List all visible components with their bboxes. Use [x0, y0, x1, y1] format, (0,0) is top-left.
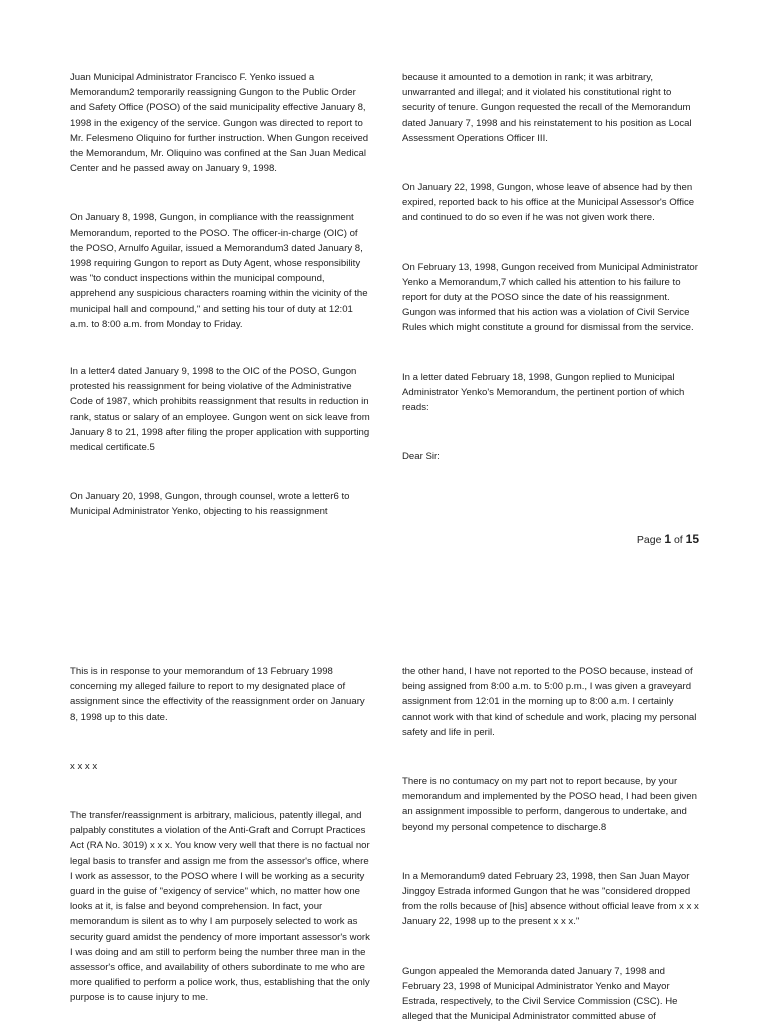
page-label: Page	[636, 534, 665, 546]
document-page-2	[0, 658, 768, 1024]
paragraph: On January 22, 1998, Gungon, whose leave of absence had by then expired, reported back to his office at the Municipal Assessor's Office and continued to do so even if he was not given work there.	[402, 182, 695, 224]
salutation: Dear Sir:	[402, 451, 440, 463]
paragraph: Juan Municipal Administrator Francisco F. Yenko issued a Memorandum2 temporarily reassigning Gungon to the Public Order and Safety Office (POSO) of the said municipality effective January 8, 1998 in the exigency of the service. Gungon was directed to report to Mr. Felesmeno Oliquino for further instruction. When Gungon received the Memorandum, Mr. Oliquino was confined at the San Juan Medical Center and he passed away on January 9, 1998.	[70, 72, 369, 175]
page-1-left-column	[70, 70, 370, 554]
paragraph: On January 20, 1998, Gungon, through counsel, wrote a letter6 to Municipal Administrator Yenko, objecting to his reassignment	[70, 491, 350, 518]
page-of: of	[671, 534, 686, 546]
page-gap	[0, 600, 768, 658]
paragraph: In a letter4 dated January 9, 1998 to the OIC of the POSO, Gungon protested his reassignment for being violative of the Administrative Code of 1987, which prohibits reassignment that results in reduction in rank, status or salary of an employee. Gungon went on sick leave from January 8 to 21, 1998 after filing the proper application with supporting medical certificate.5	[70, 366, 370, 454]
page-total: 15	[685, 532, 699, 546]
paragraph: because it amounted to a demotion in rank; it was arbitrary, unwarranted and illegal; and it violated his constitutional right to security of tenure. Gungon requested the recall of the Memorandum dated January 7, 1998 and his reinstatement to his position as Local Assessment Operations Officer III.	[402, 72, 692, 144]
page-number	[637, 532, 699, 546]
paragraph: the other hand, I have not reported to the POSO because, instead of being assigned from 8:00 a.m. to 5:00 p.m., I was given a graveyard assignment from 12:01 in the morning up to 8:00 a.m. I certainly cannot work with that kind of schedule and work, placing my personal safety and life in peril.	[402, 666, 697, 738]
paragraph: In a Memorandum9 dated February 23, 1998, then San Juan Mayor Jinggoy Estrada informed Gungon that he was "considered dropped from the rolls because of [his] absence without official leave from x x x January 22, 1998 up to the present x x x."	[402, 870, 699, 928]
paragraph: The transfer/reassignment is arbitrary, malicious, patently illegal, and palpably constitutes a violation of the Anti-Graft and Corrupt Practices Act (RA No. 3019) x x x. You know very well that there is no factual nor legal basis to transfer and assign me from the assessor's office, where I work as assessor, to the POSO where I will be working as a security guard in the guise of "exigency of service" which, no matter how one looks at it, is false and beyond comprehension. In fact, your memorandum is silent as to why I am purposely selected to work as security guard amidst the pendency of more important assessor's work I was doing and am still to perform being the number three man in the assessor's office, and availability of others subordinate to me who are more qualified to perform a police work, thus, establishing that the only purpose is to cause injury to me.	[70, 810, 370, 1004]
paragraph: This is in response to your memorandum of 13 February 1998 concerning my alleged failure to report to my designated place of assignment since the effectivity of the reassignment order on January 8, 1998 up to this date.	[70, 666, 365, 723]
page-2-left-column	[70, 664, 370, 1024]
paragraph: There is no contumacy on my part not to report because, by your memorandum and implemented by the POSO head, I had been given an assignment impossible to perform, dangerous to undertake, and beyond my personal competence to discharge.8	[402, 776, 697, 833]
paragraph: Gungon appealed the Memoranda dated January 7, 1998 and February 23, 1998 of Municipal Administrator Yenko and Mayor Estrada, respectively, to the Civil Service Commission (CSC). He alleged that the Municipal Administrator committed abuse of	[402, 965, 678, 1023]
paragraph: On January 8, 1998, Gungon, in compliance with the reassignment Memorandum, reported to the POSO. The officer-in-charge (OIC) of the POSO, Arnulfo Aguilar, issued a Memorandum3 dated January 8, 1998 requiring Gungon to report as Duty Agent, whose responsibility was "to conduct inspections within the municipal compound, apprehend any suspicious characters roaming within the vicinity of the municipal hall and compound," and setting his tour of duty at 12:01 a.m. to 8:00 a.m. from Monday to Friday.	[70, 212, 368, 330]
page-2-right-column	[402, 664, 702, 1024]
paragraph: x x x x	[70, 760, 98, 772]
page-current: 1	[664, 532, 672, 546]
paragraph: On February 13, 1998, Gungon received from Municipal Administrator Yenko a Memorandum,7 which called his attention to his failure to report for duty at the POSO since the date of his reassignment. Gungon was informed that his action was a violation of Civil Service Rules which might constitute a ground for dismissal from the service.	[402, 261, 698, 334]
page-1-right-column	[402, 70, 702, 498]
paragraph: In a letter dated February 18, 1998, Gungon replied to Municipal Administrator Yenko's Memorandum, the pertinent portion of which reads:	[402, 371, 685, 414]
